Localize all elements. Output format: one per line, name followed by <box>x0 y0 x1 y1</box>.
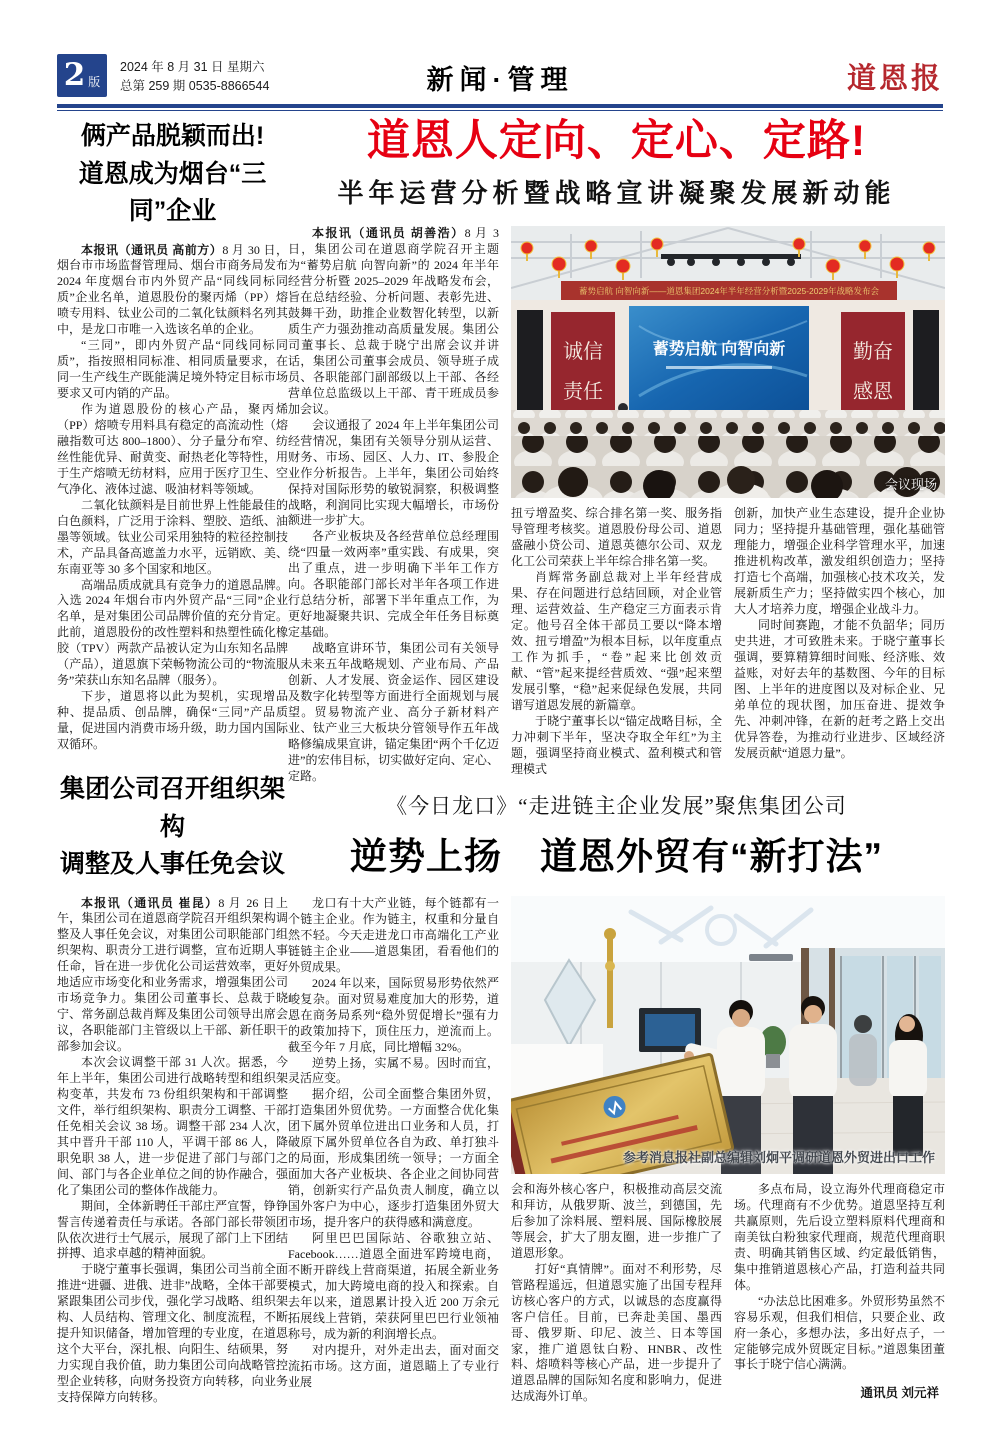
main-subcolumns <box>511 506 945 776</box>
main-paragraph: 肖辉常务副总裁对上半年经营成果、存在问题进行总结回顾，对企业管理、运营效益、生产稳定三方面表示肯定。他号召全体干部员工要以“降本增效、扭亏增盈”为根本目标，以年度重点工作为抓手，“卷”起来比创效贡献、“管”起来提经营质效、“强”起来塑发展引擎，“稳”起来促绿色发展，共同谱写道恩发展的新篇章。 <box>511 570 722 712</box>
article-org-paragraph: 本次会议调整干部 31 人次。据悉，今年上半年，集团公司进行战略转型和组织架构变革，共发布 73 份组织架构和干部调整文件，举行组织架构、职责分工调整、干部任免相关会议 38 场。调整干部 234 人次，其中晋升干部 110 人，平调干部 86 人，降职免职 38 人，进一步促进了部门与部门之间、部门与各企业单位之间的协作融合，强化了集团公司的整体作战能力。 <box>57 1055 288 1197</box>
page-number-label: 版 <box>88 75 101 89</box>
trade-columns <box>288 896 945 1437</box>
main-paragraph: 会议通报了 2024 年上半年集团公司经营情况，集团有关领导分别从运营、财务、市场、园区、人力、IT、参股企业作分析报告。上半年，集团公司始终保持对国际形势的敏锐洞察，积极调整战略，利润同比实现大幅增长，市场份额进一步扩大。 <box>288 417 499 528</box>
conference-photo-caption: 会议现场 <box>884 477 937 493</box>
stage-right-panel-line2: 感恩 <box>853 381 893 404</box>
article-products-paragraph: 二氧化钛颜料是目前世界上性能最佳的白色颜料，广泛用于涂料、塑胶、造纸、油墨等领域。钛业公司采用独特的粒径控制技术，产品具备高遮盖力水平，远销欧、美、东南亚等 30 多个国家和地区。 <box>57 497 288 576</box>
lobby-photo <box>511 896 945 1174</box>
main-paragraph: 本报讯（通讯员 胡善浩）8 月 3 日，集团公司在道恩商学院召开主题为“蓄势启航 向智向新”的 2024 年半年经营分析暨 2025–2029 年战略发布会，旨在总结经验、分析问题、表彰先进、鼓舞干劲，助推企业数智化转型，以新质生产力强劲推动高质量发展。集团公司董事长、总裁于晓宁出席会议并讲话，集团公司董事会成员、领导班子成员、各职能部门副部级以上干部、各经营单位总监级以上干部、青干班成员参加会议。 <box>288 226 499 416</box>
section-title: 新闻·管理 <box>426 65 574 95</box>
trade-paragraph: 据介绍，公司全面整合集团外贸，打造集团外贸优势。一方面整合优化集团下属外贸单位进出口业务和人员，打破原下属外贸单位各自为政、单打独斗的局面，形成集团统一领导；一方面全面加大各产业板块、各企业之间协同营销，创新实行产品负责人制度，确立以国外客户为中心，逐步打造集团外贸大市场，提升客户的获得感和满意度。 <box>288 1087 499 1230</box>
article-products-paragraph: 高端品质成就具有竞争力的道恩品牌。入选 2024 年烟台市内外贸产品“三同”企业名单，是对集团公司品牌价值的充分肯定。此前，道恩股份的改性塑料和热塑性硫化橡胶（TPV）两款产品被认定为山东知名品牌（产品），道恩旗下荣畅物流公司的“物流服务”荣获山东知名品牌（服务）。 <box>57 577 288 688</box>
trade-byline: 通讯员 刘元祥 <box>860 1386 939 1401</box>
trade-paragraph: 打好“真情牌”。面对不利形势，尽管路程遥远，但道恩实施了出国专程拜访核心客户的方式，以诚恳的态度赢得客户信任。目前，已奔赴美国、墨西哥、俄罗斯、印尼、波兰、日本等国家，推广道恩钛白粉、HNBR、改性料、熔喷料等核心产品，进一步提升了道恩品牌的国际知名度和影响力，促进达成海外订单。 <box>511 1261 722 1404</box>
article-products-paragraph: “三同”，即内外贸产品“同线同标同质”，指按照相同标准、相同质量要求，在同一生产线生产既能满足境外特定目标市场要求又可内销的产品。 <box>57 338 288 401</box>
stage-banner-text: 蓄势启航 向智向新——道恩集团2024年半年经营分析暨2025-2029年战略发布会 <box>579 286 879 297</box>
trade-right-block <box>511 896 945 1437</box>
screen-title-text: 蓄势启航 向智向新 <box>652 341 786 359</box>
main-right-block <box>511 226 945 782</box>
lobby-photo-art <box>511 896 945 1174</box>
date-line: 2024 年 8 月 31 日 星期六 <box>120 60 265 74</box>
trade-subcolumns <box>511 1182 945 1436</box>
trade-col-1 <box>288 896 499 1437</box>
lobby-photo-caption: 参考消息报社副总编辑刘炯平调研道恩外贸进出口工作 <box>622 1150 935 1165</box>
main-article <box>288 118 945 782</box>
main-paragraph: 于晓宁董事长以“锚定战略目标，全力冲刺下半年，坚决夺取全年红”为主题，强调坚持商业模式、盈利模式和管理模式 <box>511 713 722 776</box>
main-col-1 <box>288 226 499 782</box>
main-col-3 <box>734 506 945 776</box>
conference-photo <box>511 226 945 498</box>
main-paragraph: 同时间赛跑，才能不负韶华；同历史共进，才可致胜未来。于晓宁董事长强调，要算精算细时间账、经济账、效益账，对好去年的基数图、今年的目标图、上半年的进度图以及对标企业、兄弟单位的现状图，加压奋进、提效争先、冲刺冲锋，在新的赶考之路上交出优异答卷，为推动行业进步、区域经济发展贡献“道恩力量”。 <box>734 617 945 760</box>
article-org-paragraph: 期间，全体新聘任干部庄严宣誓，铮铮誓言传递着责任与承诺。各部门部长带领团队依次进行士气展示，展现了部门上下团结拼搏、追求卓越的精神面貌。 <box>57 1198 288 1261</box>
trade-paragraph: 对内提升，对外走出去，面对面交流拓市场。这方面，道恩瞄上了专业行业展 <box>288 1342 499 1389</box>
trade-paragraph: “办法总比困难多。外贸形势虽然不容易乐观，但我们相信，只要企业、政府一条心，多想办法，多出好点子，一定能够完成外贸既定目标。”道恩集团董事长于晓宁信心满满。 <box>734 1293 945 1372</box>
stage-right-panel-line1: 勤奋 <box>853 341 893 364</box>
article-org-paragraph: 本报讯（通讯员 崔昆）8 月 26 日上午，集团公司在道恩商学院召开组织架构调整及人事任免会议，对集团公司职能部门组织架构、职责分工进行调整，宣布近期人事任命，旨在进一步优化公司运营效率，更好地适应市场变化和业务需求，增强集团公司市场竞争力。集团公司董事长、总裁于晓宁、常务副总裁肖辉及集团公司领导出席会议，各职能部门主管级以上干部、新任职干部参加会议。 <box>57 895 288 1054</box>
trade-paragraph: 多点布局，设立海外代理商稳定市场。代理商有不少优势。道恩坚持互利共赢原则，先后设立塑料原料代理商和南美钛白粉独家代理商，规范代理商职责、明确其销售区域、约定最低销售，集中推销道恩核心产品，打造利益共同体。 <box>734 1182 945 1292</box>
header-rule <box>57 104 943 111</box>
trade-kicker: 《今日龙口》“走进链主企业发展”聚焦集团公司 <box>386 794 847 818</box>
main-col-2 <box>511 506 722 776</box>
trade-paragraph: 2024 年以来，国际贸易形势依然严峻复杂。面对贸易难度加大的形势，道恩在商务局系列“稳外贸促增长”强有力的政策加持下，顶住压力，逆流而上。截至今年 7 月底，同比增幅 32%。 <box>288 975 499 1054</box>
main-paragraph: 战略宣讲环节，集团公司有关领导从未来五年战略规划、产业布局、产品创新、人才发展、资金运作、园区建设及数字化转型等方面进行全面规划与展望。贸易物流产业、高分子新材料产业、钛产业三大板块分管领导作五年战略修编成果宣讲，锚定集团“两个千亿迈进”的宏伟目标，切实做好定向、定心、定路。 <box>288 641 499 783</box>
stage-left-panel-line2: 责任 <box>563 381 603 404</box>
left-column <box>57 118 288 1420</box>
article-products-paragraph: 作为道恩股份的核心产品，聚丙烯（PP）熔喷专用料具有稳定的高流动性（熔融指数可达 800–1800）、分子量分布窄、纺丝性能优异、耐黄变、耐热老化等特性，用于生产熔喷无纺材料，应用于医疗卫生、空气净化、液体过滤、吸油材料等领域。 <box>57 402 288 496</box>
article-products-title: 俩产品脱颖而出! 道恩成为烟台“三同”企业 <box>78 122 267 225</box>
trade-paragraph: 逆势上扬，实属不易。因时而宜，灵活应变。 <box>288 1055 499 1086</box>
trade-headline: 逆势上扬 道恩外贸有“新打法” <box>350 836 883 877</box>
main-paragraph: 各产业板块及各经营单位总经理围绕“四量一效两率”重实践、有成果，突出了重点，进一步明确下半年工作方向。各职能部门部长对半年各项工作进行总结分析，部署下半年重点工作，为更好地凝聚共识、完成全年任务目标奠定基础。 <box>288 529 499 640</box>
trade-paragraph: 阿里巴巴国际站、谷歌独立站、Facebook……道恩全面进军跨境电商，不断开辟线上营商渠道，拓展全新业务模式，加大跨境电商的投入和探索。自去年以来，道恩累计投入近 200 万余元拓展线上营销，荣获阿里巴巴行业领袖称号，成为新的利润增长点。 <box>288 1231 499 1341</box>
article-org-paragraph: 于晓宁董事长强调，集团公司当前全面推进“进疆、进俄、进非”战略，全体干部要紧跟集团公司步伐，强化学习战略、组织架构、人员结构、管理文化、制度流程，不断提升知识储备，增加管理的专业度，在道恩这个大平台，深扎根、向阳生、结硕果，努力实现自我价值，助力集团公司向战略管控型企业转移，向财务投资方向转移，向业务支持保障方向转移。 <box>57 1262 288 1405</box>
trade-paragraph: 龙口有十大产业链，每个链都有一个链主企业。作为链主，权重和分量自然不轻。今天走进龙口市高端化工产业链链主企业——道恩集团，看看他们的外贸成果。 <box>288 896 499 974</box>
article-products-paragraph: 下步，道恩将以此为契机，实现增品种、提品质、创品牌，确保“三同”产品质量，促进国内消费市场升级，助力国内国际双循环。 <box>57 689 288 752</box>
trade-col-2 <box>511 1182 722 1436</box>
trade-paragraph: 会和海外核心客户，积极推动高层交流和拜访，从俄罗斯、波兰，到德国，先后参加了涂料展、塑料展、国际橡胶展等展会，扩大了朋友圈，进一步推广了道恩形象。 <box>511 1182 722 1260</box>
issue-line: 总第 259 期 0535-8866544 <box>120 79 270 94</box>
trade-col-3 <box>734 1182 945 1436</box>
trade-article <box>288 790 945 1437</box>
main-paragraph: 扭亏增盈奖、综合排名第一奖、服务指导管理考核奖。道恩股份母公司、道恩盛融小贷公司、道恩英德尔公司、双龙化工公司荣获上半年综合排名第一奖。 <box>511 506 722 569</box>
stage-left-panel-line1: 诚信 <box>563 341 603 364</box>
main-subheadline: 半年运营分析暨战略宣讲凝聚发展新动能 <box>337 179 896 209</box>
conference-photo-art <box>511 226 945 498</box>
main-paragraph: 创新，加快产业生态建设，提升企业协同力；坚持提升基础管理，强化基础管理能力，增强企业科学管理水平，加速推进机构改革，激发组织创造力；坚持打造七个高端，加强核心技术攻关，发展新质生产力；坚持做实四个核心，加大人才培养力度，增强企业战斗力。 <box>734 506 945 617</box>
page-number: 2 <box>63 57 86 93</box>
main-article-columns <box>288 226 945 782</box>
main-headline: 道恩人定向、定心、定路! <box>366 117 867 165</box>
article-org-title: 集团公司召开组织架构 调整及人事任免会议 <box>59 775 285 878</box>
masthead-logo: 道恩报 <box>846 63 943 95</box>
article-products-paragraph: 本报讯（通讯员 高前方）8 月 30 日，烟台市市场监督管理局、烟台市商务局发布 2024 年度烟台市内外贸产品“同线同标同质”企业名单，道恩股份的聚丙烯（PP）熔喷专用料、钛业公司的二氧化钛颜料名列其中，是龙口市唯一入选该名单的企业。 <box>57 242 288 337</box>
